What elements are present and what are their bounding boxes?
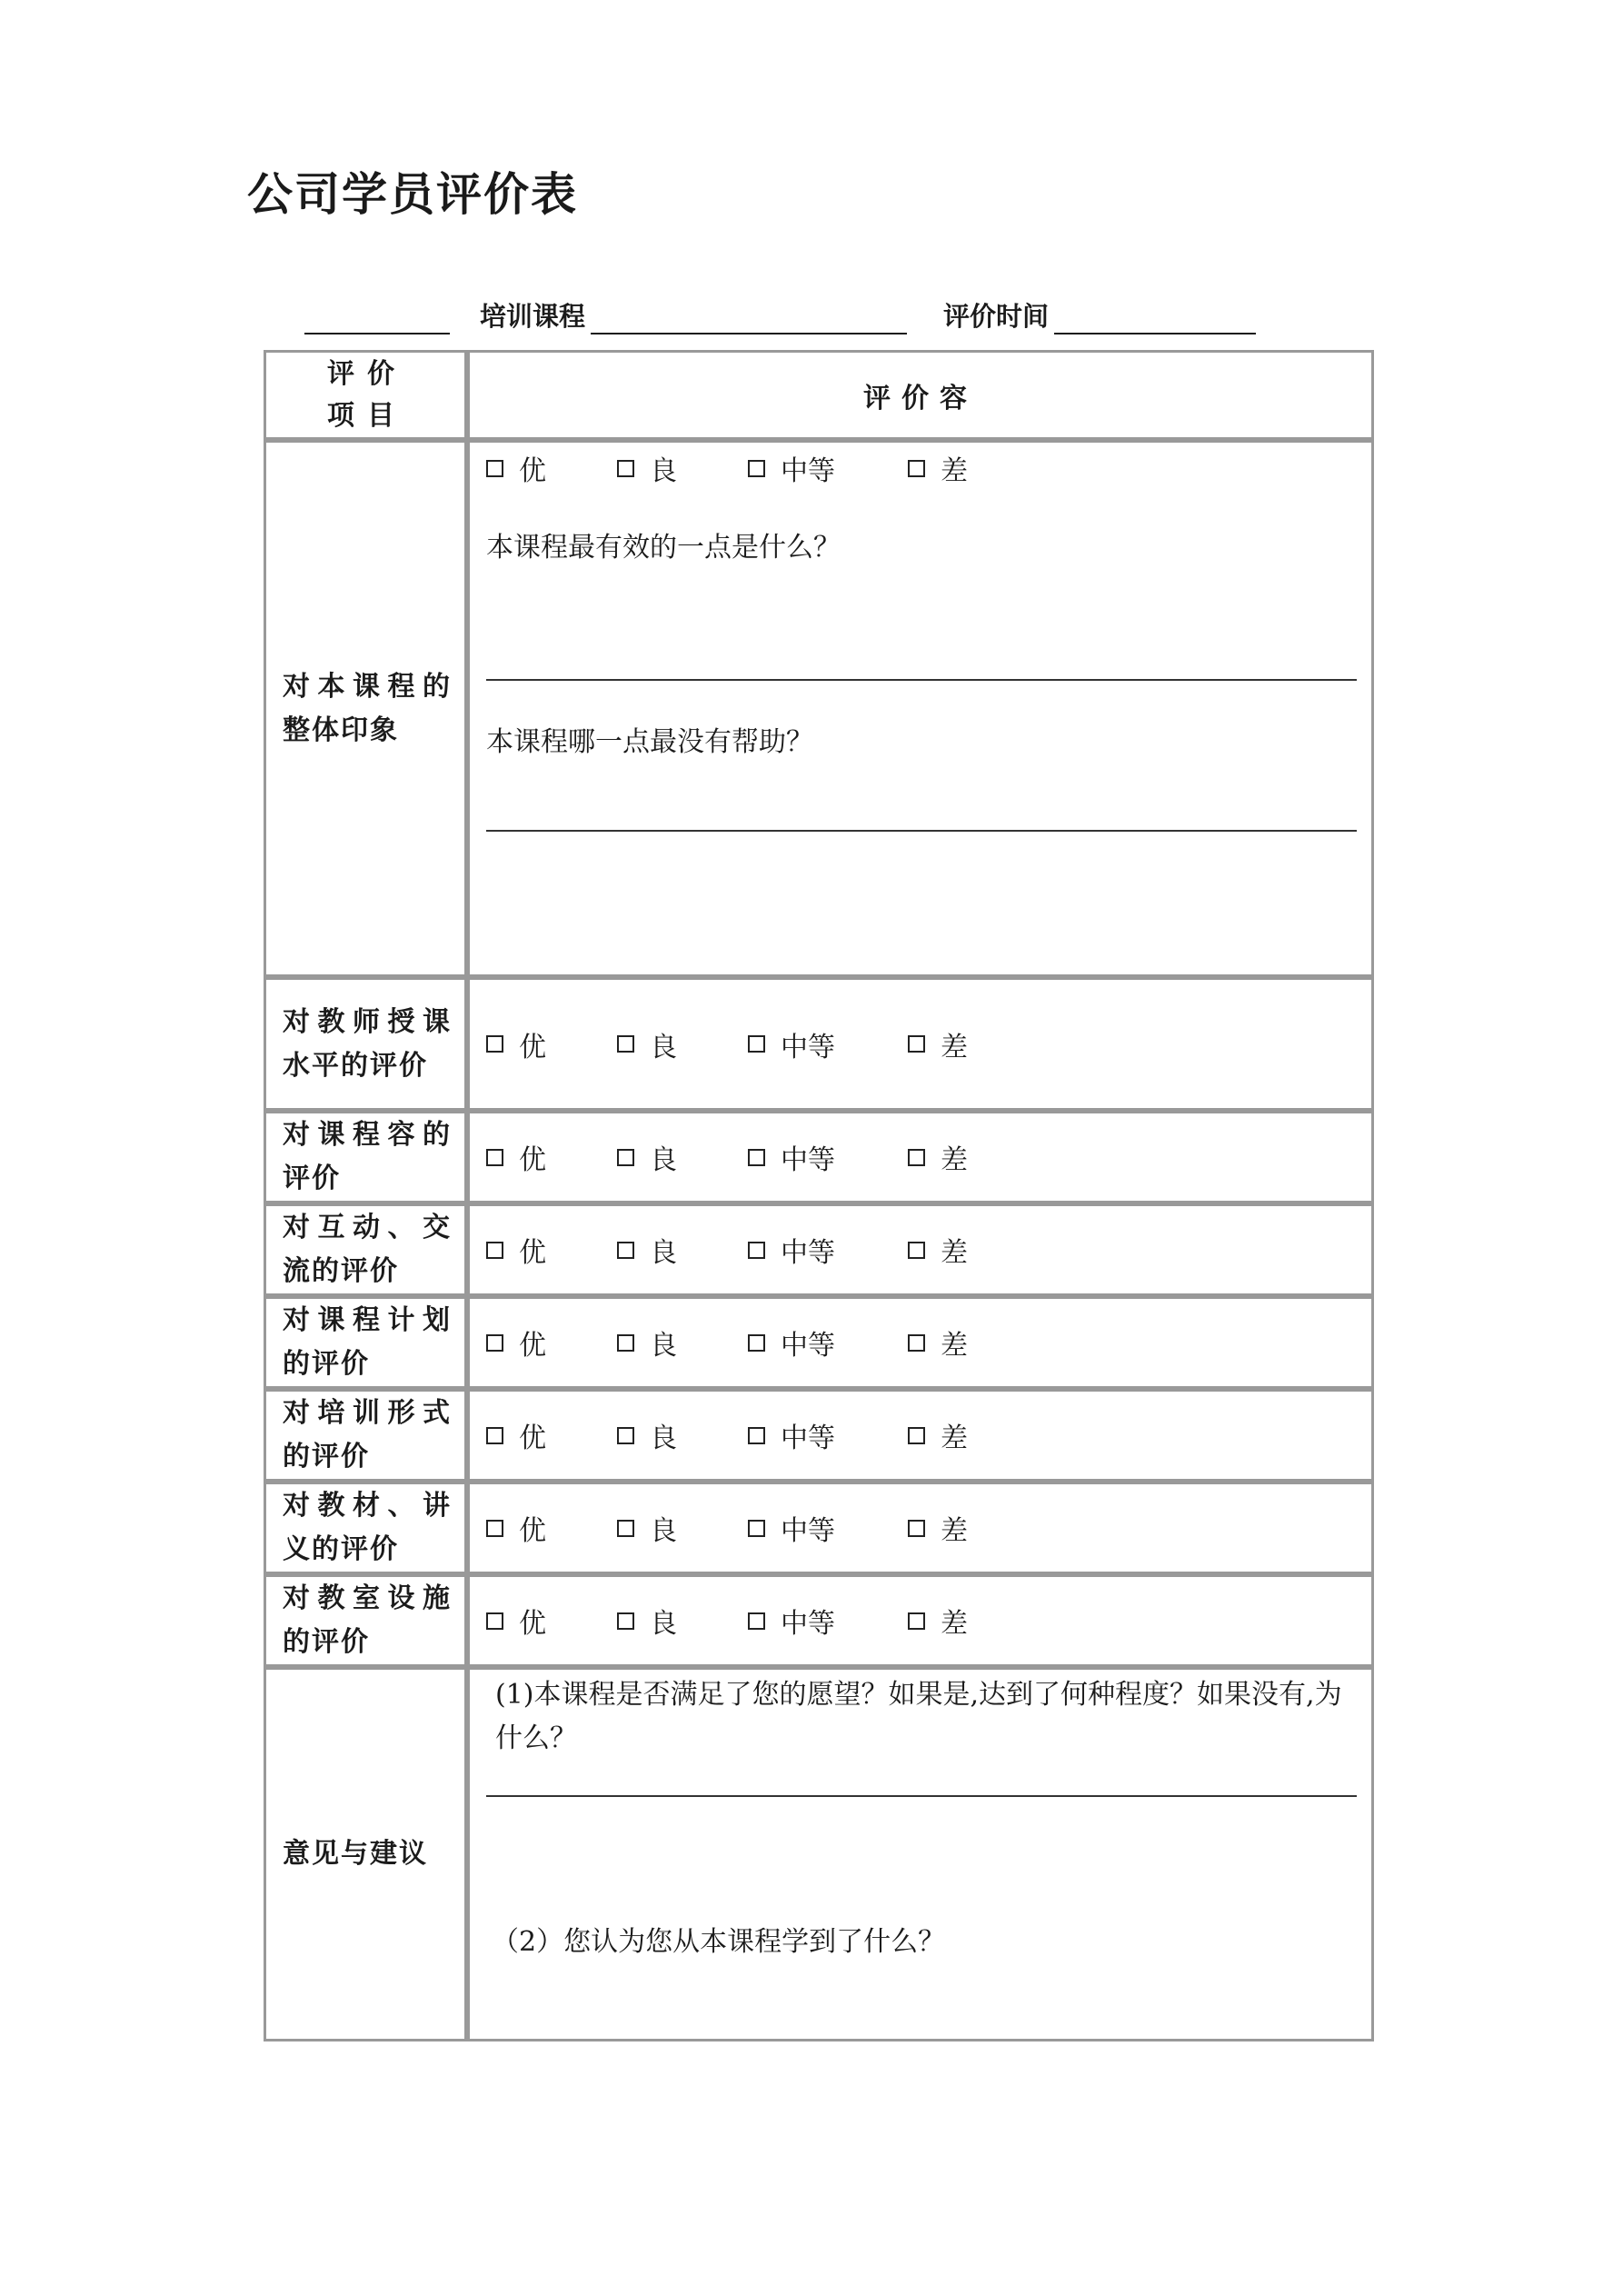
rating-option[interactable] — [908, 1601, 968, 1641]
suggestions-content — [467, 1667, 1374, 2041]
answer-line[interactable] — [486, 830, 1357, 832]
row-label: 对培训形式的评价 — [264, 1389, 467, 1482]
question-expectations: (1)本课程是否满足了您的愿望？如果是,达到了何种程度？如果没有,为什么？ — [495, 1679, 1342, 1754]
checkbox-icon[interactable] — [908, 1149, 925, 1166]
rating-group — [486, 1508, 1371, 1548]
rating-option[interactable] — [908, 1415, 968, 1455]
rating-group — [486, 1137, 1371, 1177]
rating-option-label: 优 — [519, 1237, 546, 1269]
rating-option-label: 优 — [519, 455, 546, 487]
rating-option[interactable] — [486, 1024, 617, 1064]
rating-option-label: 中等 — [781, 1031, 835, 1063]
rating-option[interactable] — [908, 1230, 968, 1270]
checkbox-icon[interactable] — [486, 1149, 503, 1166]
rating-group — [486, 443, 1371, 490]
rating-row — [264, 1111, 1374, 1203]
header-item-line2: 项目 — [327, 399, 407, 432]
rating-option-label: 优 — [519, 1144, 546, 1176]
rating-option[interactable] — [486, 1230, 617, 1270]
checkbox-icon[interactable] — [617, 1035, 634, 1053]
rating-option-label: 差 — [941, 1031, 968, 1063]
rating-row — [264, 977, 1374, 1111]
rating-option[interactable] — [748, 1415, 908, 1455]
rating-option-label: 良 — [650, 1237, 677, 1269]
rating-option-label: 优 — [519, 1423, 546, 1454]
rating-option-label: 中等 — [781, 1330, 835, 1362]
header-content-cell: 评价容 — [467, 350, 1374, 440]
rating-cell — [467, 977, 1374, 1111]
rating-option[interactable] — [748, 448, 908, 488]
rating-row — [264, 1203, 1374, 1296]
checkbox-icon[interactable] — [617, 1427, 634, 1444]
rating-option-label: 优 — [519, 1031, 546, 1063]
checkbox-icon[interactable] — [748, 1149, 765, 1166]
checkbox-icon[interactable] — [748, 1427, 765, 1444]
rating-option-label: 中等 — [781, 1237, 835, 1269]
rating-option-label: 良 — [650, 455, 677, 487]
name-blank[interactable] — [304, 296, 450, 334]
rating-group — [486, 1024, 1371, 1064]
time-label: 评价时间 — [943, 301, 1050, 332]
checkbox-icon[interactable] — [748, 1242, 765, 1259]
rating-option-label: 良 — [650, 1144, 677, 1176]
checkbox-icon[interactable] — [617, 1242, 634, 1259]
rating-option-label: 差 — [941, 1608, 968, 1640]
row-label: 对课程计划的评价 — [264, 1296, 467, 1389]
rating-option-label: 中等 — [781, 1515, 835, 1547]
table-header-row — [264, 350, 1374, 440]
answer-line[interactable] — [486, 1795, 1357, 1797]
row-label: 对课程容的评价 — [264, 1111, 467, 1203]
rating-option[interactable] — [617, 1024, 748, 1064]
checkbox-icon[interactable] — [617, 460, 634, 477]
rating-option[interactable] — [617, 1415, 748, 1455]
evaluation-table — [264, 350, 1374, 2041]
rating-option[interactable] — [486, 1323, 617, 1363]
rating-option-label: 良 — [650, 1423, 677, 1454]
rating-option[interactable] — [617, 1230, 748, 1270]
rating-option-label: 优 — [519, 1608, 546, 1640]
question-least-helpful: 本课程哪一点最没有帮助？ — [486, 726, 813, 758]
rating-option[interactable] — [748, 1323, 908, 1363]
checkbox-icon[interactable] — [617, 1612, 634, 1630]
rating-cell — [467, 1389, 1374, 1482]
rating-group — [486, 1323, 1371, 1363]
rating-option[interactable] — [748, 1601, 908, 1641]
checkbox-icon[interactable] — [486, 1334, 503, 1352]
rating-group — [486, 1230, 1371, 1270]
rating-option-label: 差 — [941, 1144, 968, 1176]
rating-cell — [467, 1574, 1374, 1667]
rating-cell — [467, 1296, 1374, 1389]
rating-option-label: 差 — [941, 1515, 968, 1547]
rating-option-label: 良 — [650, 1608, 677, 1640]
checkbox-icon[interactable] — [748, 1520, 765, 1537]
rating-row — [264, 1389, 1374, 1482]
suggestions-row — [264, 1667, 1374, 2041]
rating-option-label: 良 — [650, 1330, 677, 1362]
rating-row — [264, 1482, 1374, 1574]
rating-option[interactable] — [908, 1508, 968, 1548]
rating-group — [486, 1601, 1371, 1641]
checkbox-icon[interactable] — [748, 460, 765, 477]
checkbox-icon[interactable] — [908, 1035, 925, 1053]
rating-cell — [467, 1482, 1374, 1574]
rating-option[interactable] — [748, 1024, 908, 1064]
row-label: 对教师授课水平的评价 — [264, 977, 467, 1111]
rating-option-label: 中等 — [781, 1608, 835, 1640]
checkbox-icon[interactable] — [486, 1612, 503, 1630]
rating-option[interactable] — [908, 448, 968, 488]
checkbox-icon[interactable] — [486, 1242, 503, 1259]
rating-row — [264, 1574, 1374, 1667]
rating-option-label: 中等 — [781, 1144, 835, 1176]
checkbox-icon[interactable] — [486, 460, 503, 477]
checkbox-icon[interactable] — [748, 1612, 765, 1630]
rating-option-label: 中等 — [781, 455, 835, 487]
rating-option-label: 优 — [519, 1330, 546, 1362]
rating-option[interactable] — [617, 1137, 748, 1177]
rating-option-label: 差 — [941, 1330, 968, 1362]
answer-line[interactable] — [486, 679, 1357, 681]
checkbox-icon[interactable] — [617, 1334, 634, 1352]
checkbox-icon[interactable] — [617, 1520, 634, 1537]
rating-option[interactable] — [617, 1508, 748, 1548]
rating-row — [264, 1296, 1374, 1389]
checkbox-icon[interactable] — [908, 1242, 925, 1259]
checkbox-icon[interactable] — [617, 1149, 634, 1166]
overall-row — [264, 440, 1374, 977]
rating-cell — [467, 1203, 1374, 1296]
checkbox-icon[interactable] — [908, 1612, 925, 1630]
course-blank[interactable] — [591, 296, 907, 334]
rating-option[interactable] — [617, 1601, 748, 1641]
rating-option-label: 中等 — [781, 1423, 835, 1454]
row-label: 对教材、讲义的评价 — [264, 1482, 467, 1574]
rating-option-label: 差 — [941, 1423, 968, 1454]
rating-option-label: 良 — [650, 1031, 677, 1063]
header-item-line1: 评价 — [327, 357, 407, 390]
time-blank[interactable] — [1054, 296, 1256, 334]
rating-option-label: 差 — [941, 455, 968, 487]
question-most-effective: 本课程最有效的一点是什么？ — [486, 532, 841, 564]
rating-option[interactable] — [908, 1323, 968, 1363]
checkbox-icon[interactable] — [908, 1334, 925, 1352]
rating-option[interactable] — [486, 1415, 617, 1455]
row-label: 意见与建议 — [264, 1667, 467, 2041]
header-item-cell — [264, 350, 467, 440]
row-label: 对本课程的整体印象 — [264, 440, 467, 977]
rating-option-label: 良 — [650, 1515, 677, 1547]
rating-option[interactable] — [617, 448, 748, 488]
rating-cell — [467, 1111, 1374, 1203]
rating-option[interactable] — [748, 1230, 908, 1270]
rating-option[interactable] — [486, 1137, 617, 1177]
question-learned: （2）您认为您从本课程学到了什么？ — [492, 1926, 946, 1958]
row-label: 对教室设施的评价 — [264, 1574, 467, 1667]
rating-option[interactable] — [748, 1137, 908, 1177]
overall-content — [467, 440, 1374, 977]
checkbox-icon[interactable] — [748, 1035, 765, 1053]
rating-option[interactable] — [486, 1508, 617, 1548]
rating-option-label: 优 — [519, 1515, 546, 1547]
checkbox-icon[interactable] — [486, 1427, 503, 1444]
checkbox-icon[interactable] — [748, 1334, 765, 1352]
rating-option-label: 差 — [941, 1237, 968, 1269]
checkbox-icon[interactable] — [908, 1520, 925, 1537]
rating-option[interactable] — [908, 1137, 968, 1177]
checkbox-icon[interactable] — [908, 460, 925, 477]
page-title: 公司学员评价表 — [247, 168, 578, 221]
rating-option[interactable] — [748, 1508, 908, 1548]
course-label: 培训课程 — [480, 301, 586, 332]
checkbox-icon[interactable] — [486, 1520, 503, 1537]
rating-option[interactable] — [617, 1323, 748, 1363]
rating-option[interactable] — [908, 1024, 968, 1064]
row-label: 对互动、交流的评价 — [264, 1203, 467, 1296]
rating-group — [486, 1415, 1371, 1455]
rating-option[interactable] — [486, 1601, 617, 1641]
checkbox-icon[interactable] — [486, 1035, 503, 1053]
checkbox-icon[interactable] — [908, 1427, 925, 1444]
rating-option[interactable] — [486, 448, 617, 488]
